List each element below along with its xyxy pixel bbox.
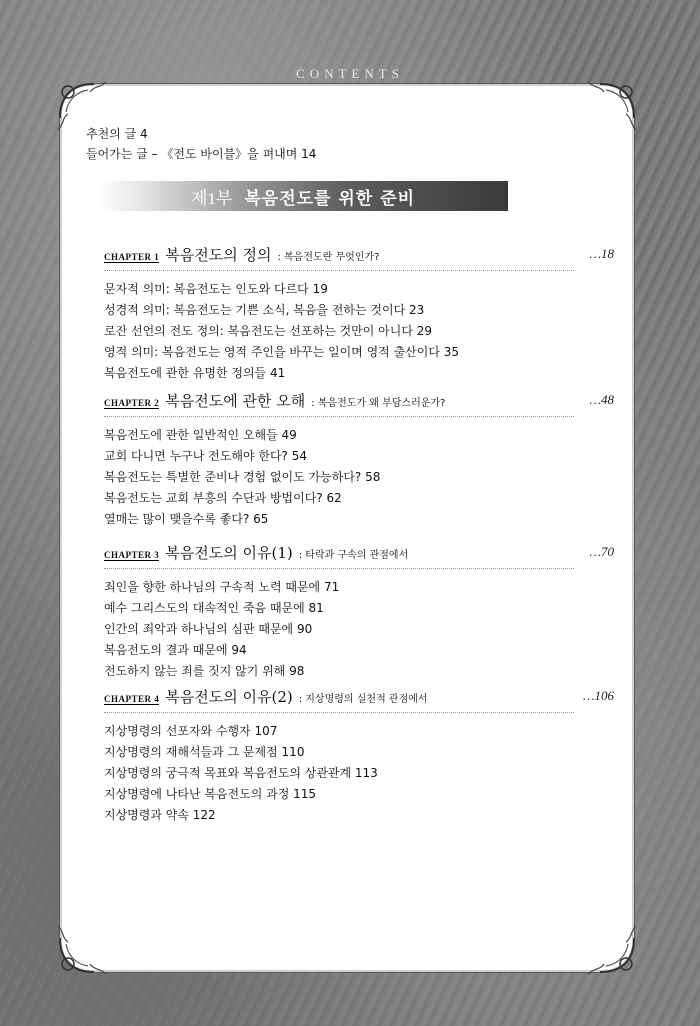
intro-item: 들어가는 글 – 《전도 바이블》을 펴내며 14 bbox=[86, 147, 317, 161]
chapter-2 bbox=[104, 390, 614, 530]
list-item: 문자적 의미: 복음전도는 인도와 다르다 19 bbox=[104, 282, 328, 296]
chapter-label: CHAPTER 3 bbox=[104, 550, 160, 560]
chapter-page: …70 bbox=[589, 544, 614, 559]
ornament-corner-icon bbox=[54, 914, 118, 978]
chapter-page: …18 bbox=[589, 246, 614, 261]
chapter-title: 복음전도의 정의 bbox=[165, 246, 272, 264]
chapter-label: CHAPTER 2 bbox=[104, 398, 160, 408]
contents-panel bbox=[62, 86, 632, 970]
chapter-title: 복음전도의 이유(2) bbox=[165, 688, 293, 706]
list-item: 죄인을 향한 하나님의 구속적 노력 때문에 71 bbox=[104, 580, 340, 594]
list-item: 성경적 의미: 복음전도는 기쁜 소식, 복음을 전하는 것이다 23 bbox=[104, 303, 425, 317]
chapter-4 bbox=[104, 686, 614, 826]
chapter-heading bbox=[104, 390, 614, 414]
list-item: 인간의 죄악과 하나님의 심판 때문에 90 bbox=[104, 622, 313, 636]
chapter-3 bbox=[104, 542, 614, 682]
chapter-page: …48 bbox=[589, 392, 614, 407]
chapter-heading bbox=[104, 686, 614, 710]
chapter-title: 복음전도의 이유(1) bbox=[165, 544, 293, 562]
intro-item: 추천의 글 4 bbox=[86, 127, 148, 141]
list-item: 전도하지 않는 죄를 짓지 않기 위해 98 bbox=[104, 664, 305, 678]
part-banner bbox=[98, 181, 508, 211]
chapter-title: 복음전도에 관한 오해 bbox=[165, 392, 306, 410]
intro-list bbox=[86, 124, 316, 164]
chapter-heading bbox=[104, 244, 614, 268]
chapter-subtitle: : 지상명령의 실천적 관점에서 bbox=[298, 694, 428, 705]
chapter-subtitle: : 복음전도가 왜 부담스러운가? bbox=[311, 398, 446, 409]
chapter-subtitle: : 타락과 구속의 관점에서 bbox=[298, 550, 409, 561]
contents-heading: CONTENTS bbox=[296, 66, 404, 81]
list-item: 지상명령에 나타난 복음전도의 과정 115 bbox=[104, 787, 317, 801]
chapter-items bbox=[104, 577, 604, 682]
list-item: 지상명령과 약속 122 bbox=[104, 808, 216, 822]
chapter-subtitle: : 복음전도란 무엇인가? bbox=[277, 252, 380, 263]
list-item: 복음전도에 관한 유명한 정의들 41 bbox=[104, 366, 286, 380]
dotted-divider bbox=[104, 416, 574, 417]
list-item: 복음전도에 관한 일반적인 오해들 49 bbox=[104, 428, 297, 442]
list-item: 영적 의미: 복음전도는 영적 주인을 바꾸는 일이며 영적 출산이다 35 bbox=[104, 345, 460, 359]
part-title: 복음전도를 위한 준비 bbox=[244, 188, 415, 209]
list-item: 예수 그리스도의 대속적인 죽음 때문에 81 bbox=[104, 601, 324, 615]
dotted-divider bbox=[104, 568, 574, 569]
list-item: 지상명령의 선포자와 수행자 107 bbox=[104, 724, 278, 738]
chapter-heading bbox=[104, 542, 614, 566]
dotted-divider bbox=[104, 270, 574, 271]
chapter-items bbox=[104, 721, 604, 826]
ornament-corner-icon bbox=[576, 914, 640, 978]
list-item: 열매는 많이 맺을수록 좋다? 65 bbox=[104, 512, 269, 526]
list-item: 로잔 선언의 전도 정의: 복음전도는 선포하는 것만이 아니다 29 bbox=[104, 324, 433, 338]
part-number: 제1부 bbox=[191, 188, 233, 208]
chapter-1 bbox=[104, 244, 614, 384]
chapter-items bbox=[104, 425, 604, 530]
chapter-items bbox=[104, 279, 604, 384]
ornament-corner-icon bbox=[576, 78, 640, 142]
dotted-divider bbox=[104, 712, 574, 713]
chapter-label: CHAPTER 1 bbox=[104, 252, 160, 262]
chapter-label: CHAPTER 4 bbox=[104, 694, 160, 704]
list-item: 지상명령의 재해석들과 그 문제점 110 bbox=[104, 745, 305, 759]
chapter-page: …106 bbox=[582, 688, 614, 703]
list-item: 복음전도는 교회 부흥의 수단과 방법이다? 62 bbox=[104, 491, 342, 505]
list-item: 복음전도는 특별한 준비나 경험 없이도 가능하다? 58 bbox=[104, 470, 381, 484]
list-item: 복음전도의 결과 때문에 94 bbox=[104, 643, 247, 657]
list-item: 교회 다니면 누구나 전도해야 한다? 54 bbox=[104, 449, 308, 463]
list-item: 지상명령의 궁극적 목표와 복음전도의 상관관계 113 bbox=[104, 766, 378, 780]
